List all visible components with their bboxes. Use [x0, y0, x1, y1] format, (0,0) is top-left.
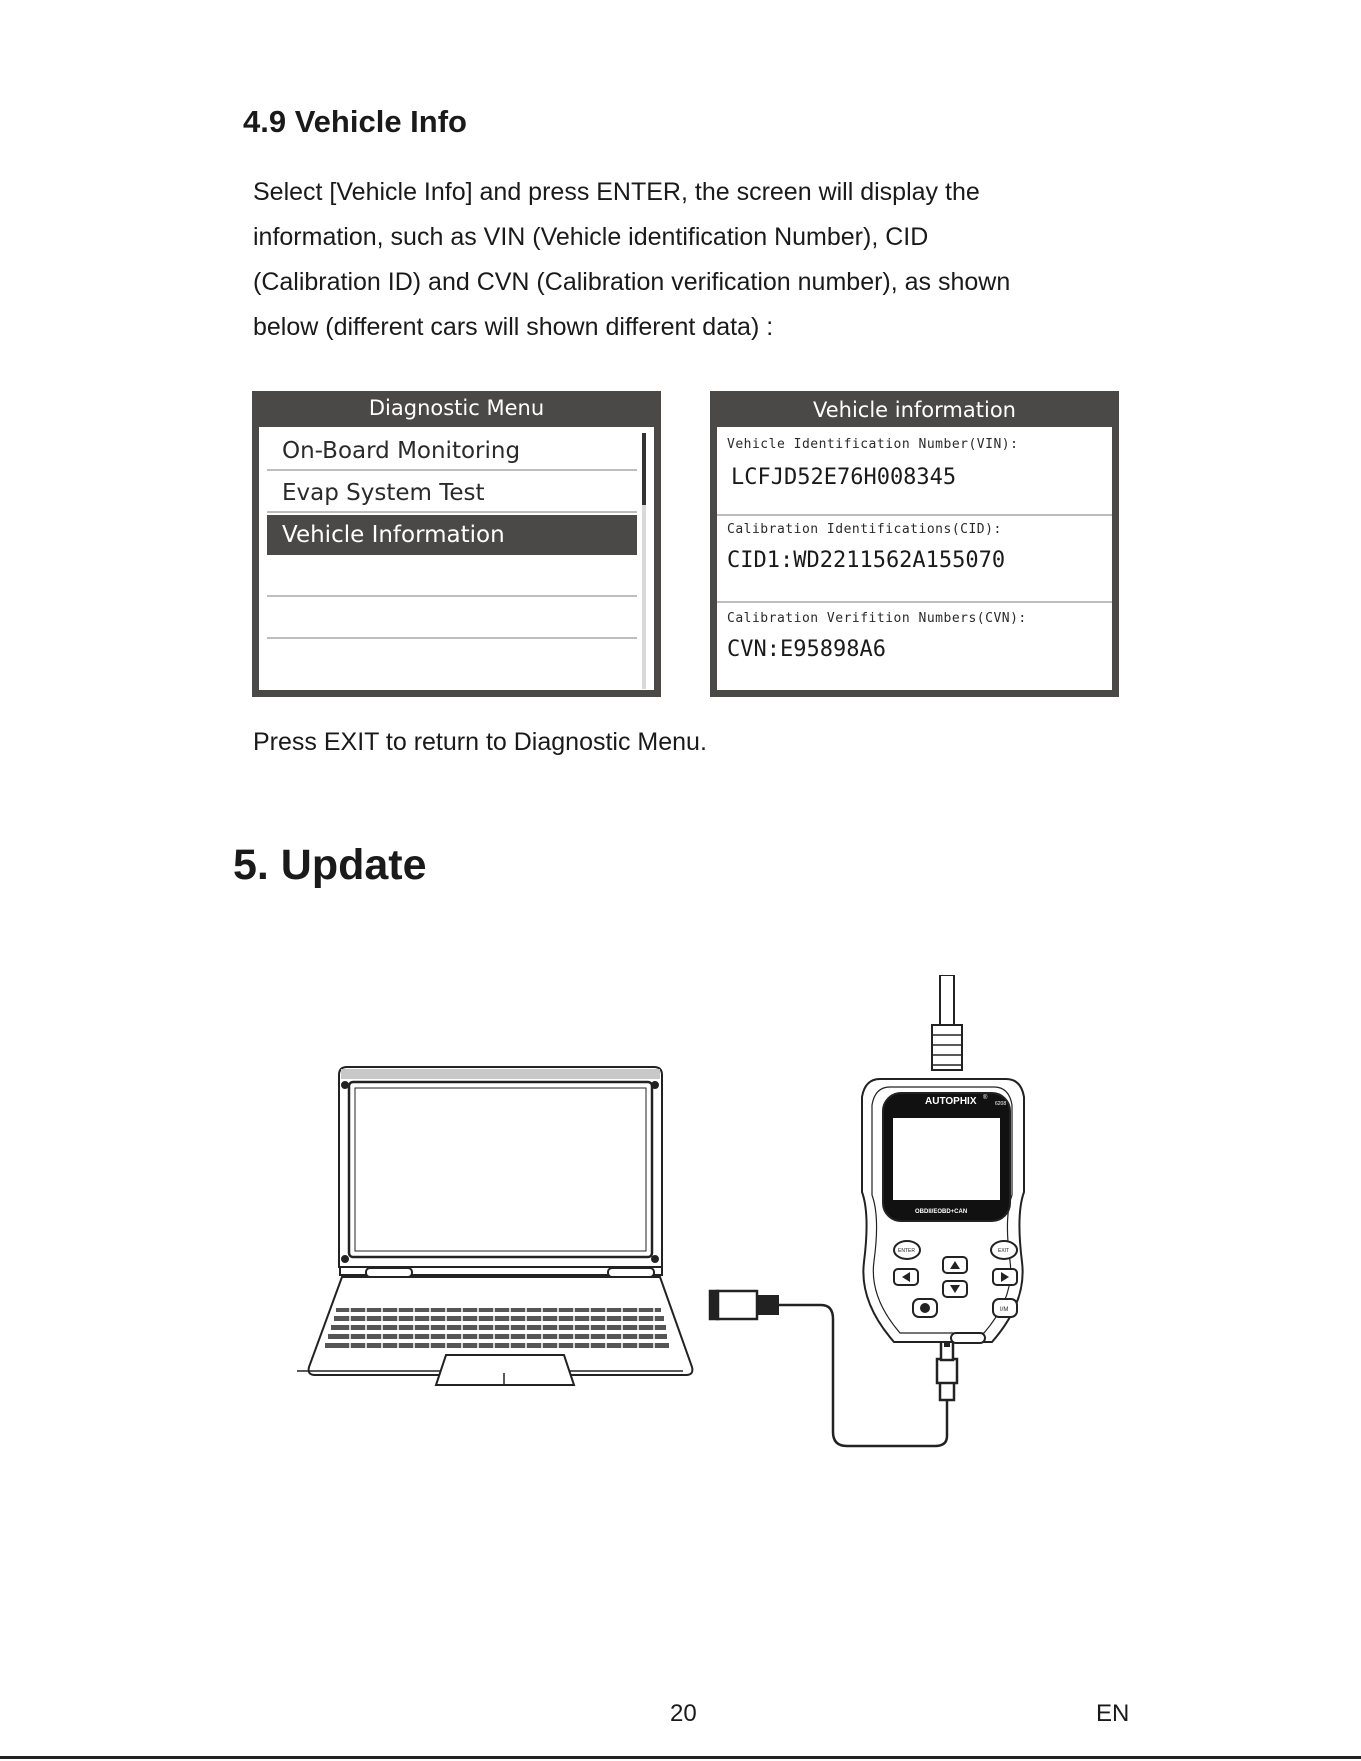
vehicle-information-panel: [717, 427, 1112, 690]
vehicle-information-title: Vehicle information: [813, 398, 1016, 422]
cvn-label: Calibration Verifition Numbers(CVN):: [727, 611, 1027, 626]
exit-instruction: Press EXIT to return to Diagnostic Menu.: [253, 728, 707, 756]
info-icon: [920, 1303, 930, 1313]
intro-line: below (different cars will shown different data) :: [253, 313, 774, 341]
menu-scrollbar[interactable]: [642, 433, 646, 689]
vin-label: Vehicle Identification Number(VIN):: [727, 437, 1019, 452]
menu-scrollbar-thumb[interactable]: [642, 433, 646, 505]
scanner-screen: [893, 1118, 1000, 1200]
info-divider: [717, 601, 1112, 603]
intro-paragraph: [253, 170, 1153, 350]
intro-line: Select [Vehicle Info] and press ENTER, the screen will display the: [253, 178, 980, 206]
vehicle-information-screen: [710, 391, 1119, 697]
hinge-right: [608, 1268, 654, 1277]
page-bottom-rule: [0, 1756, 1361, 1759]
vin-value: LCFJD52E76H008345: [731, 465, 957, 490]
scanner-brand: AUTOPHIX: [925, 1096, 977, 1107]
enter-button-label: ENTER: [898, 1248, 915, 1254]
diagnostic-menu-screen: [252, 391, 661, 697]
laptop-screen: [349, 1082, 652, 1257]
hinge-left: [366, 1268, 412, 1277]
update-heading: 5. Update: [233, 841, 427, 889]
page-number: 20: [670, 1700, 697, 1727]
diagnostic-menu-list: [259, 427, 654, 690]
lid-screw-icon: [652, 1082, 658, 1088]
scanner-port-slot: [951, 1333, 985, 1343]
scanner-brand-mark: ®: [983, 1095, 988, 1101]
cid-label: Calibration Identifications(CID):: [727, 522, 1002, 537]
obd-cable-boot: [932, 1025, 962, 1070]
menu-item-on-board-monitoring[interactable]: On-Board Monitoring: [267, 431, 637, 471]
scanner-protocol: OBDII/EOBD+CAN: [915, 1209, 968, 1215]
lid-screw-icon: [342, 1082, 348, 1088]
im-button-label: I/M: [1000, 1307, 1009, 1313]
intro-line: (Calibration ID) and CVN (Calibration verification number), as shown: [253, 268, 1011, 296]
menu-item-empty: [267, 557, 637, 597]
section-heading: 4.9 Vehicle Info: [243, 104, 467, 139]
scanner-model: 6208: [995, 1101, 1007, 1107]
lid-screw-icon: [342, 1256, 348, 1262]
info-divider: [717, 514, 1112, 516]
menu-item-empty: [267, 599, 637, 639]
laptop-lid-top-band: [341, 1069, 660, 1079]
language-code: EN: [1096, 1700, 1130, 1727]
menu-item-vehicle-information[interactable]: Vehicle Information: [267, 515, 637, 555]
cvn-value: CVN:E95898A6: [727, 637, 886, 662]
obd-cable: [940, 975, 954, 1025]
intro-line: information, such as VIN (Vehicle identification Number), CID: [253, 223, 929, 251]
update-connection-illustration: [280, 975, 1080, 1455]
diagnostic-menu-title: Diagnostic Menu: [368, 396, 545, 420]
obd-scanner-illustration: [862, 975, 1024, 1343]
menu-item-evap-system-test[interactable]: Evap System Test: [267, 473, 637, 513]
lid-screw-icon: [652, 1256, 658, 1262]
exit-button-label: EXIT: [998, 1248, 1010, 1254]
menu-item-empty: [267, 641, 637, 681]
laptop-touchpad: [436, 1355, 574, 1385]
cid-value: CID1:WD2211562A155070: [727, 548, 1006, 573]
laptop-drawing: [297, 1067, 692, 1385]
usb-plug-icon: [717, 1291, 757, 1319]
